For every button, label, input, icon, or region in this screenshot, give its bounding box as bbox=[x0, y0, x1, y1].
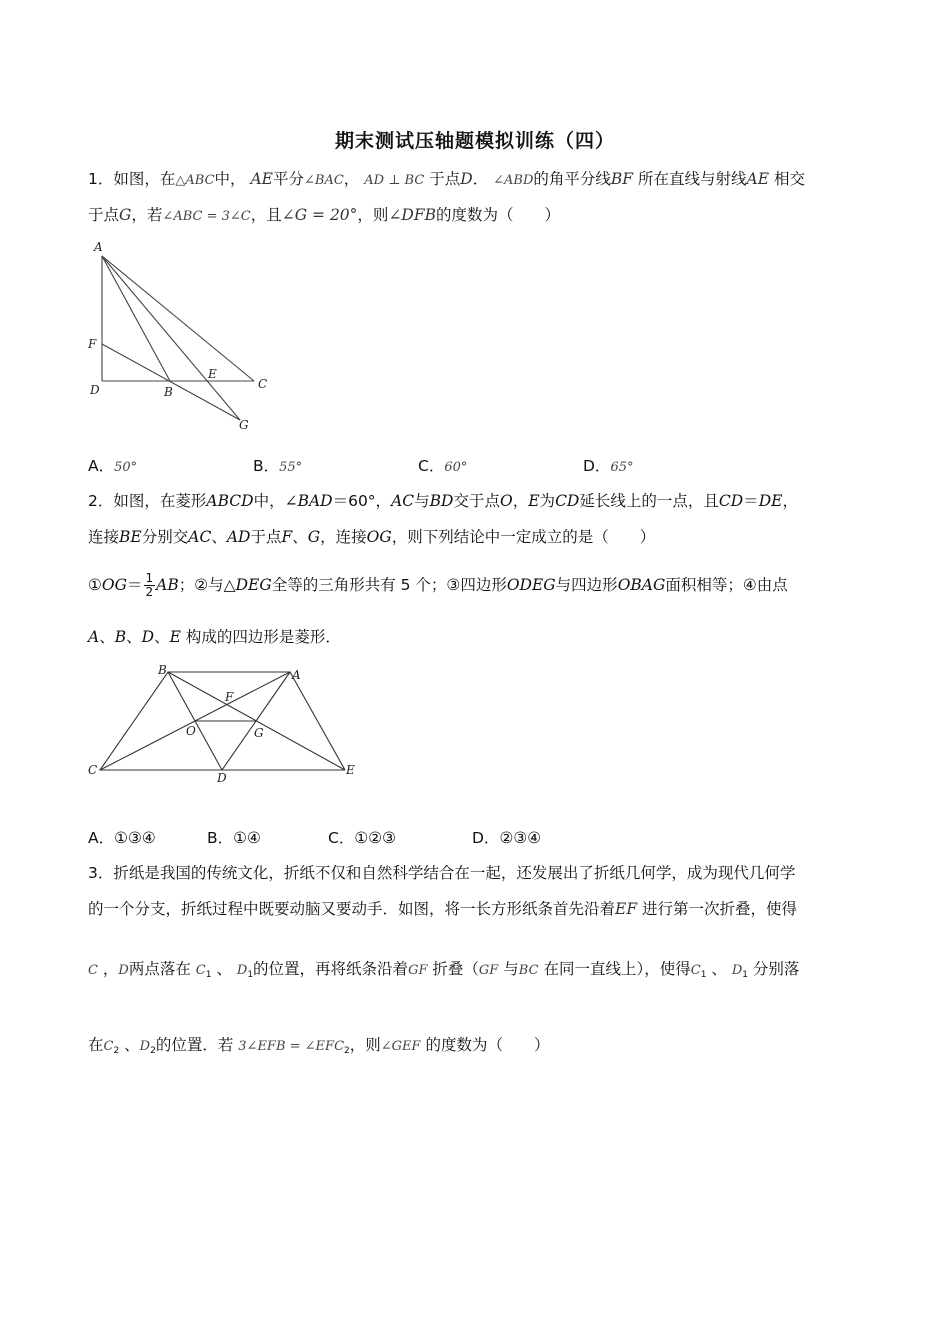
q2-figure bbox=[84, 660, 364, 786]
q1-segment-AC bbox=[102, 256, 254, 381]
q1-option-c[interactable]: C．60° bbox=[418, 457, 468, 475]
q1-label-E: E bbox=[208, 367, 217, 381]
q3-line-4: 在$C_2$ 、$D_2$的位置．若 3∠EFB = $\angle EFC_2$，则∠GEF 的度数为（ ） bbox=[88, 1036, 550, 1056]
q2-line-2: 连接BE分别交AC、AD于点F、G，连接OG，则下列结论中一定成立的是（ ） bbox=[88, 528, 656, 546]
q1-line-2: 于点G，若∠ABC = 3∠C，且∠G = 20°，则∠DFB的度数为（ ） bbox=[88, 206, 561, 224]
q2-line-1: 2．如图，在菱形ABCD中，∠BAD＝60°，AC与BD交于点O，E为CD延长线上的一点，且CD＝DE， bbox=[88, 492, 798, 510]
q2-option-d[interactable]: D．②③④ bbox=[472, 829, 542, 847]
q3-number: 3． bbox=[88, 864, 114, 882]
q1-line-1: 1．如图，在△ABC中， AE平分∠BAC， AD ⊥ BC 于点D． ∠ABD的角平分线BF 所在直线与射线AE 相交 bbox=[88, 170, 805, 188]
q1-option-d[interactable]: D．65° bbox=[583, 457, 634, 475]
q1-label-F: F bbox=[88, 337, 97, 351]
q2-option-a[interactable]: A．①③④ bbox=[88, 829, 156, 847]
q2-option-c[interactable]: C．①②③ bbox=[328, 829, 397, 847]
q1-label-B: B bbox=[164, 385, 173, 399]
q1-label-G: G bbox=[239, 418, 249, 432]
q1-label-A: A bbox=[94, 240, 103, 254]
q3-line-1: 3．折纸是我国的传统文化，折纸不仅和自然科学结合在一起，还发展出了折纸几何学，成为现代几何学 bbox=[88, 864, 796, 882]
q2-label-E: E bbox=[346, 763, 355, 777]
q2-label-B: B bbox=[158, 663, 167, 677]
q2-number: 2． bbox=[88, 492, 114, 510]
q1-segment-FG bbox=[102, 344, 240, 420]
q1-label-D: D bbox=[90, 383, 100, 397]
q3-line-3: C ，D两点落在 $C_1$ 、 $D_1$的位置，再将纸条沿着GF 折叠（GF 与BC 在同一直线上），使得$C_1$ 、 $D_1$ 分别落 bbox=[88, 960, 800, 980]
q2-label-A: A bbox=[292, 668, 301, 682]
q2-label-G: G bbox=[254, 726, 264, 740]
page-title: 期末测试压轴题模拟训练（四） bbox=[334, 130, 615, 152]
q1-option-b[interactable]: B．55° bbox=[253, 457, 303, 475]
q2-line-4: A、B、D、E 构成的四边形是菱形． bbox=[88, 628, 341, 646]
q3-line-2: 的一个分支，折纸过程中既要动脑又要动手．如图，将一长方形纸条首先沿着EF 进行第一次折叠，使得 bbox=[88, 900, 798, 918]
q1-number: 1． bbox=[88, 170, 114, 188]
q2-label-D: D bbox=[217, 771, 227, 785]
q1-option-a[interactable]: A．50° bbox=[88, 457, 138, 475]
q2-label-O: O bbox=[186, 724, 196, 738]
q2-line-3: ①OG＝ $\frac{1}{2}$ AB；②与△DEG全等的三角形共有 5 个；③四边形ODEG与四边形OBAG面积相等；④由点 bbox=[88, 571, 788, 599]
q2-fraction-half: $\frac{1}{2}$ bbox=[145, 571, 154, 599]
q1-figure bbox=[84, 238, 274, 434]
q2-option-b[interactable]: B．①④ bbox=[207, 829, 261, 847]
q1-label-C: C bbox=[258, 377, 268, 391]
q2-label-C: C bbox=[88, 763, 98, 777]
q2-label-F: F bbox=[225, 690, 234, 704]
